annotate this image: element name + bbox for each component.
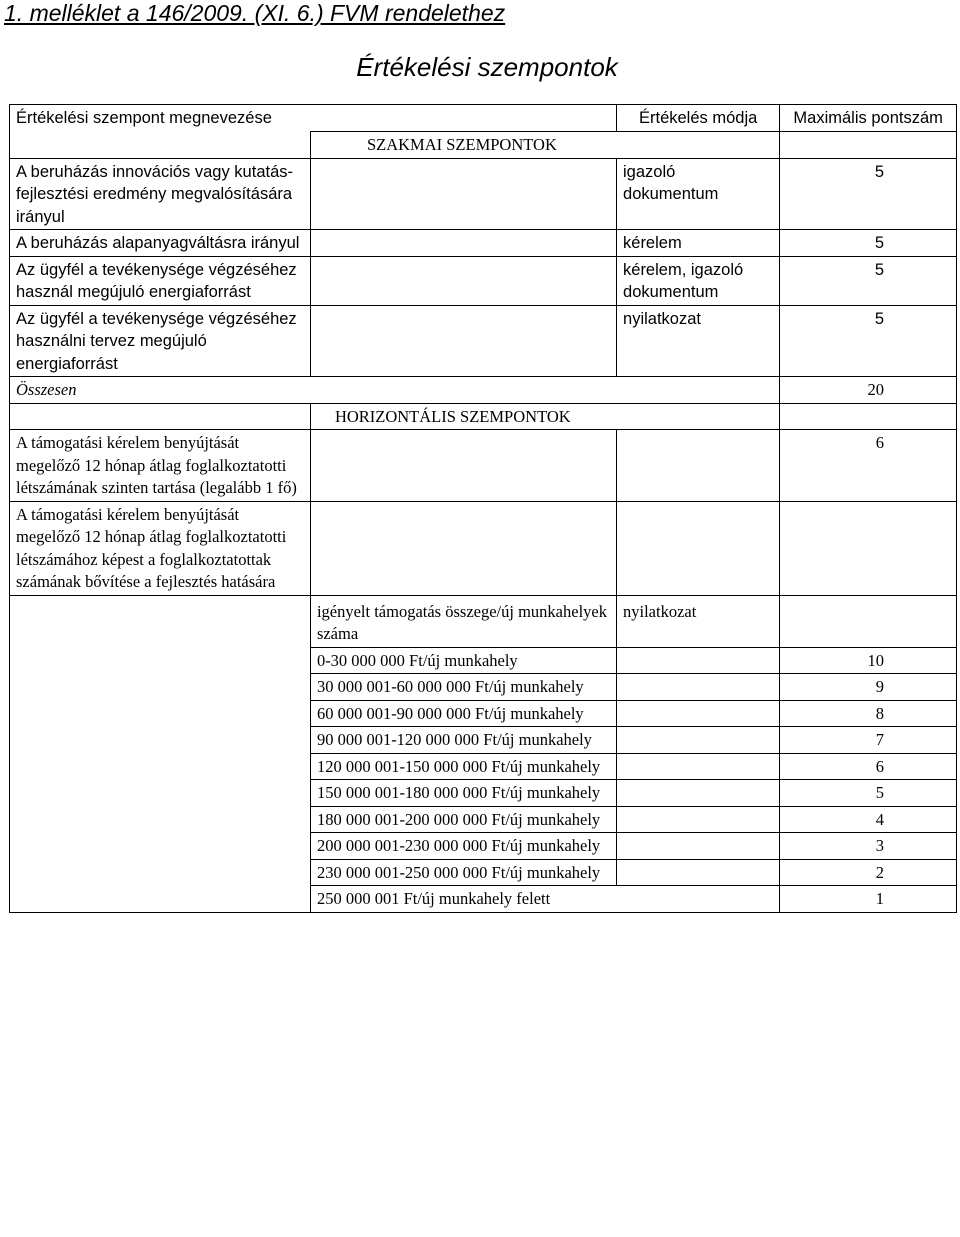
page-title: Értékelési szempontok — [356, 52, 618, 82]
support-amount-label: igényelt támogatás összege/új munkahelyek száma — [310, 595, 616, 647]
support-method: nyilatkozat — [617, 595, 780, 647]
criterion-points — [780, 501, 957, 595]
band-points: 7 — [780, 727, 957, 754]
band-points: 4 — [780, 806, 957, 833]
band-points: 10 — [780, 647, 957, 674]
criterion-points: 5 — [780, 158, 957, 230]
total-value: 20 — [780, 377, 957, 404]
total-label: Összesen — [10, 377, 780, 404]
support-header-row — [10, 595, 957, 647]
column-header-method: Értékelés módja — [617, 105, 780, 132]
band-points: 5 — [780, 780, 957, 807]
professional-row-3 — [10, 256, 957, 305]
criterion-name: A beruházás innovációs vagy kutatás-fejlesztési eredmény megvalósítására irányul — [10, 158, 311, 230]
band-points: 8 — [780, 700, 957, 727]
band-points: 6 — [780, 753, 957, 780]
criterion-method: nyilatkozat — [617, 305, 780, 377]
band-range: 200 000 001-230 000 000 Ft/új munkahely — [310, 833, 616, 860]
professional-row-4 — [10, 305, 957, 377]
band-points: 1 — [780, 886, 957, 913]
band-points: 2 — [780, 859, 957, 886]
section-horizontal-label: HORIZONTÁLIS SZEMPONTOK — [310, 403, 779, 430]
band-points: 9 — [780, 674, 957, 701]
section-row-horizontal — [10, 403, 957, 430]
band-points: 3 — [780, 833, 957, 860]
criterion-points: 6 — [780, 430, 957, 502]
evaluation-table — [9, 104, 957, 913]
professional-row-2 — [10, 230, 957, 257]
band-range: 180 000 001-200 000 000 Ft/új munkahely — [310, 806, 616, 833]
band-range: 250 000 001 Ft/új munkahely felett — [310, 886, 779, 913]
band-range: 150 000 001-180 000 000 Ft/új munkahely — [310, 780, 616, 807]
criterion-name: Az ügyfél a tevékenysége végzéséhez használni tervez megújuló energiaforrást — [10, 305, 311, 377]
horizontal-row-1 — [10, 430, 957, 502]
band-range: 120 000 001-150 000 000 Ft/új munkahely — [310, 753, 616, 780]
criterion-method: kérelem — [617, 230, 780, 257]
horizontal-row-2 — [10, 501, 957, 595]
criterion-name: A beruházás alapanyagváltásra irányul — [10, 230, 311, 257]
band-range: 0-30 000 000 Ft/új munkahely — [310, 647, 616, 674]
section-professional-label: SZAKMAI SZEMPONTOK — [310, 132, 779, 159]
column-header-name: Értékelési szempont megnevezése — [10, 105, 617, 132]
criterion-points: 5 — [780, 305, 957, 377]
band-range: 90 000 001-120 000 000 Ft/új munkahely — [310, 727, 616, 754]
section-row-professional — [10, 132, 957, 159]
criterion-name: A támogatási kérelem benyújtását megelőző 12 hónap átlag foglalkoztatotti létszámához képest a foglalkoztatottak számának bővítése a fejlesztés hatására — [10, 501, 311, 595]
column-header-row — [10, 105, 957, 132]
criterion-name: A támogatási kérelem benyújtását megelőző 12 hónap átlag foglalkoztatotti létszámának szinten tartása (legalább 1 fő) — [10, 430, 311, 502]
band-range: 230 000 001-250 000 000 Ft/új munkahely — [310, 859, 616, 886]
criterion-points: 5 — [780, 230, 957, 257]
total-row — [10, 377, 957, 404]
band-range: 30 000 001-60 000 000 Ft/új munkahely — [310, 674, 616, 701]
regulation-reference: 1. melléklet a 146/2009. (XI. 6.) FVM rendelethez — [4, 0, 506, 26]
professional-row-1 — [10, 158, 957, 230]
column-header-max-points: Maximális pontszám — [780, 105, 957, 132]
band-range: 60 000 001-90 000 000 Ft/új munkahely — [310, 700, 616, 727]
criterion-method: kérelem, igazoló dokumentum — [617, 256, 780, 305]
criterion-points: 5 — [780, 256, 957, 305]
criterion-name: Az ügyfél a tevékenysége végzéséhez használ megújuló energiaforrást — [10, 256, 311, 305]
criterion-method: igazoló dokumentum — [617, 158, 780, 230]
